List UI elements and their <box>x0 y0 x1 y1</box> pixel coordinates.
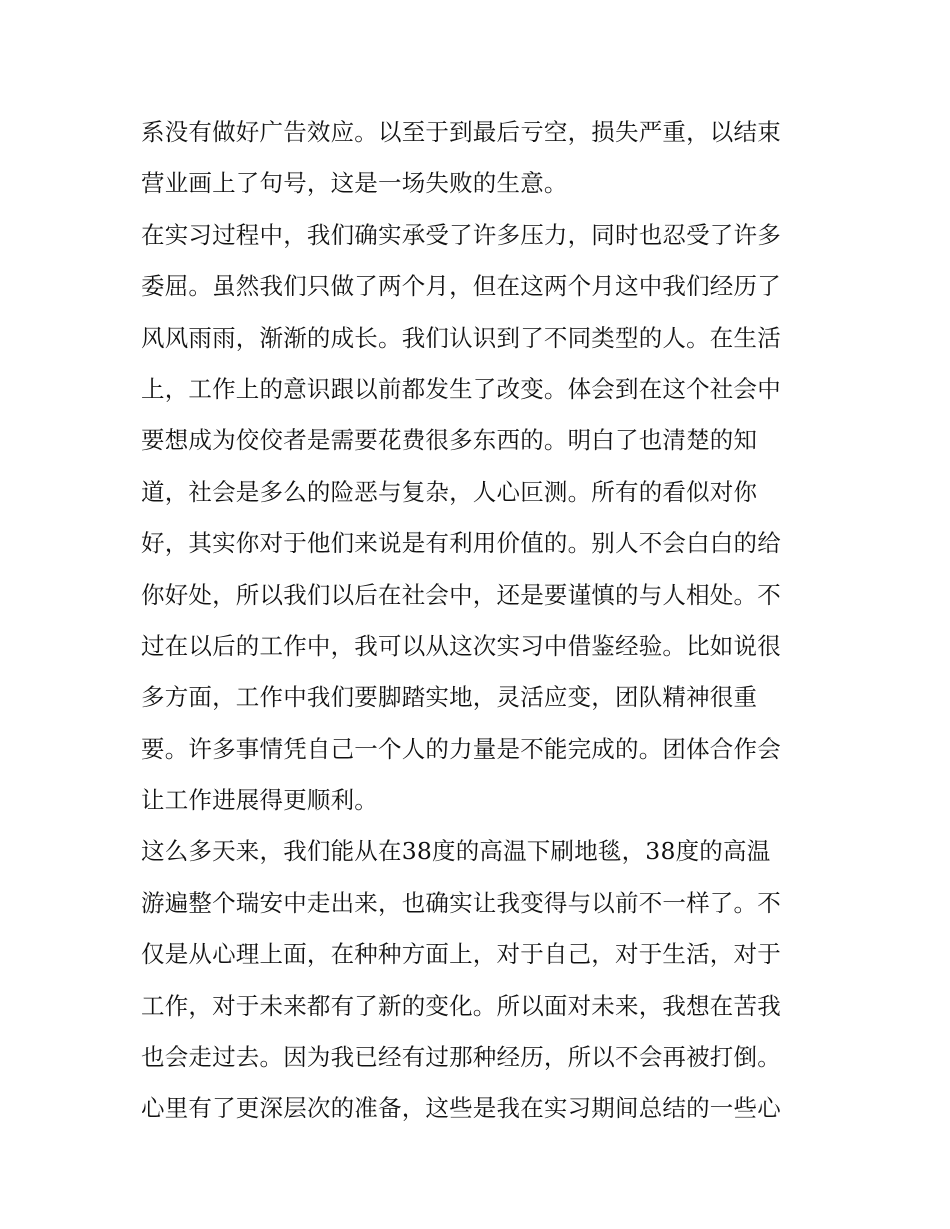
text-line-19: 也会走过去。因为我已经有过那种经历，所以不会再被打倒。 <box>141 1043 781 1072</box>
text-line-10: 你好处，所以我们以后在社会中，还是要谨慎的与人相处。不 <box>141 580 781 609</box>
text-line-14: 让工作进展得更顺利。 <box>141 786 378 815</box>
text-line-18: 工作，对于未来都有了新的变化。所以面对未来，我想在苦我 <box>141 991 781 1020</box>
text-line-2: 营业画上了句号，这是一场失败的生意。 <box>141 169 568 198</box>
text-line-13: 要。许多事情凭自己一个人的力量是不能完成的。团体合作会 <box>141 734 781 763</box>
text-line-6: 上，工作上的意识跟以前都发生了改变。体会到在这个社会中 <box>141 374 781 403</box>
text-line-20: 心里有了更深层次的准备，这些是我在实习期间总结的一些心 <box>141 1094 781 1123</box>
text-line-15: 这么多天来，我们能从在38度的高温下刷地毯，38度的高温 <box>141 837 771 866</box>
body-text <box>141 107 821 1135</box>
text-line-3: 在实习过程中，我们确实承受了许多压力，同时也忍受了许多 <box>141 220 781 249</box>
text-line-9: 好，其实你对于他们来说是有利用价值的。别人不会白白的给 <box>141 529 781 558</box>
text-line-11: 过在以后的工作中，我可以从这次实习中借鉴经验。比如说很 <box>141 631 781 660</box>
text-line-1: 系没有做好广告效应。以至于到最后亏空，损失严重，以结束 <box>141 118 781 146</box>
text-line-7: 要想成为佼佼者是需要花费很多东西的。明白了也清楚的知 <box>141 426 758 455</box>
text-line-4: 委屈。虽然我们只做了两个月，但在这两个月这中我们经历了 <box>141 272 781 301</box>
text-line-5: 风风雨雨，渐渐的成长。我们认识到了不同类型的人。在生活 <box>141 323 781 352</box>
text-line-17: 仅是从心理上面，在种种方面上，对于自己，对于生活，对于 <box>141 940 781 969</box>
text-line-12: 多方面，工作中我们要脚踏实地，灵活应变，团队精神很重 <box>141 683 758 712</box>
text-line-8: 道，社会是多么的险恶与复杂，人心叵测。所有的看似对你 <box>141 477 758 506</box>
text-line-16: 游遍整个瑞安中走出来，也确实让我变得与以前不一样了。不 <box>141 888 781 917</box>
